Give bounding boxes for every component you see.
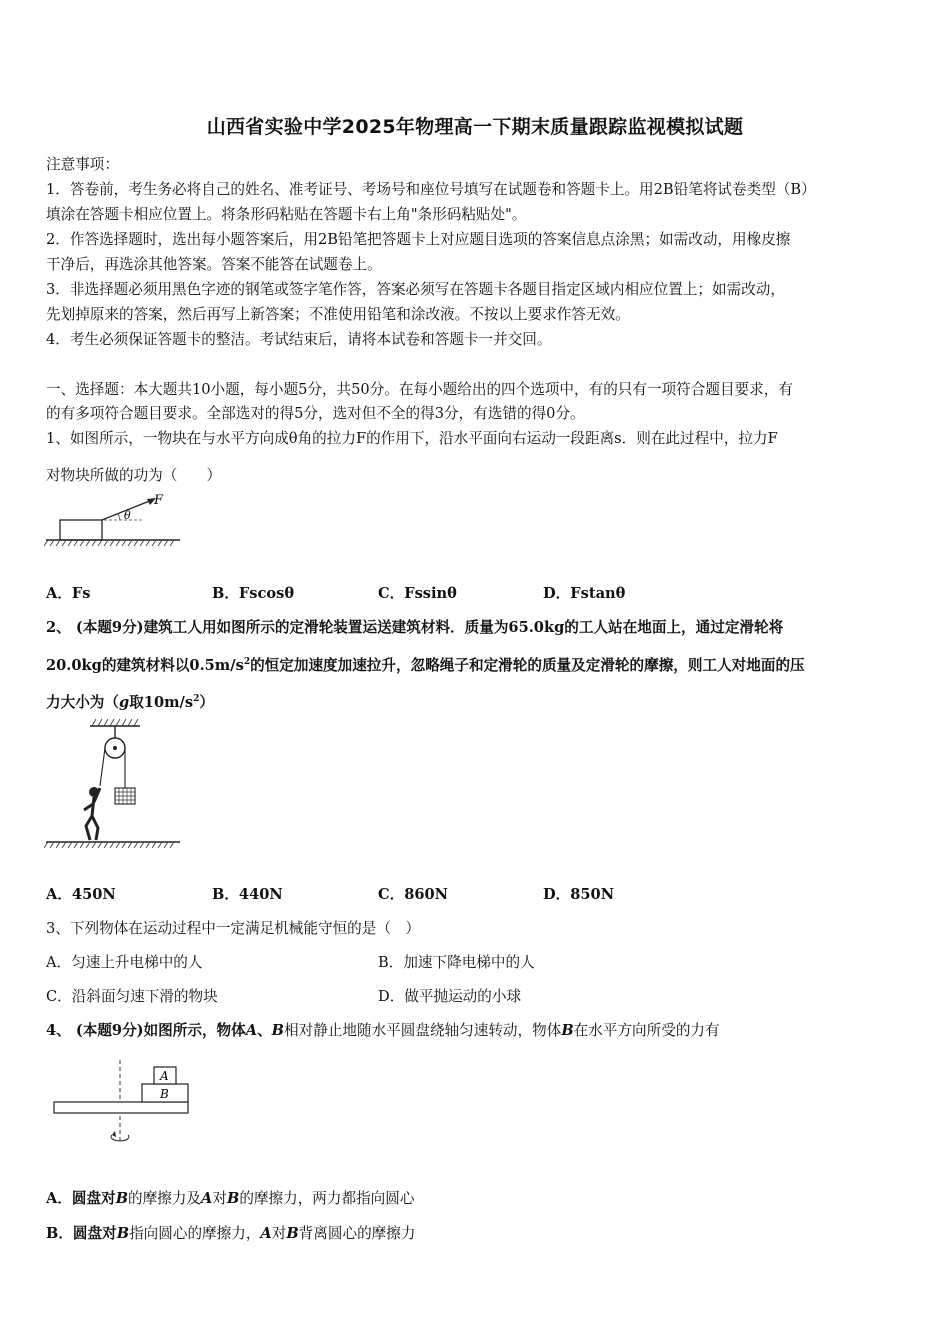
q2-option-c[interactable]: C．860N — [378, 886, 449, 903]
q1-option-d[interactable]: D．Fstanθ — [543, 585, 626, 602]
angle-label: θ — [124, 509, 131, 522]
q1-option-c[interactable]: C．Fssinθ — [378, 585, 457, 602]
page-title: 山西省实验中学2025年物理高一下期末质量跟踪监视模拟试题 — [206, 116, 744, 138]
notice-line: 干净后，再选涂其他答案。答案不能答在试题卷上。 — [46, 256, 382, 273]
notice-line: 3．非选择题必须用黑色字迹的钢笔或签字笔作答，答案必须写在答题卡各题目指定区域内相应位置上；如需改动， — [46, 281, 785, 298]
question-1-stem: 对物块所做的功为（ ） — [46, 467, 222, 484]
q2-option-d[interactable]: D．850N — [543, 886, 615, 903]
question-2-stem: 20.0kg的建筑材料以$0.5m/s^2$的恒定加速度加速拉升，忽略绳子和定滑轮的质量及定滑轮的摩擦，则工人对地面的压 — [46, 657, 805, 674]
question-3-stem: 3、下列物体在运动过程中一定满足机械能守恒的是（ ） — [46, 920, 421, 937]
q4-option-a[interactable]: A．圆盘对B的摩擦力及A对B的摩擦力，两力都指向圆心 — [46, 1190, 415, 1207]
disk-blocks-figure — [50, 1058, 194, 1150]
question-2-stem: 2、 (本题9分)建筑工人用如图所示的定滑轮装置运送建筑材料．质量为65.0kg的工人站在地面上，通过定滑轮将 — [46, 619, 784, 636]
notice-line: 填涂在答题卡相应位置上。将条形码粘贴在答题卡右上角"条形码粘贴处"。 — [46, 206, 527, 223]
notice-heading: 注意事项： — [46, 156, 119, 173]
q1-option-b[interactable]: B．Fscosθ — [212, 585, 295, 602]
q3-option-b[interactable]: B．加速下降电梯中的人 — [378, 954, 535, 971]
q3-option-c[interactable]: C．沿斜面匀速下滑的物块 — [46, 988, 218, 1005]
section-intro: 一、选择题：本大题共10小题，每小题5分，共50分。在每小题给出的四个选项中，有的只有一项符合题目要求，有 — [46, 381, 793, 398]
notice-line: 1．答卷前，考生务必将自己的姓名、准考证号、考场号和座位号填写在试题卷和答题卡上。用2B铅笔将试卷类型（B） — [46, 181, 816, 198]
q3-option-a[interactable]: A．匀速上升电梯中的人 — [46, 954, 203, 971]
q1-option-a[interactable]: A．Fs — [46, 585, 91, 602]
block-b-label: B — [160, 1087, 169, 1101]
notice-line: 4．考生必须保证答题卡的整洁。考试结束后，请将本试卷和答题卡一并交回。 — [46, 331, 552, 348]
block-force-figure — [44, 488, 184, 550]
block-a-label: A — [160, 1069, 169, 1083]
question-1-stem: 1、如图所示，一物块在与水平方向成θ角的拉力F的作用下，沿水平面向右运动一段距离s．则在此过程中，拉力F — [46, 430, 778, 447]
pulley-figure — [44, 716, 184, 852]
force-label: F — [154, 493, 164, 508]
q2-option-a[interactable]: A．450N — [46, 886, 116, 903]
q2-option-b[interactable]: B．440N — [212, 886, 283, 903]
notice-line: 先划掉原来的答案，然后再写上新答案；不准使用铅笔和涂改液。不按以上要求作答无效。 — [46, 306, 630, 323]
q3-option-d[interactable]: D．做平抛运动的小球 — [378, 988, 522, 1005]
q4-option-b[interactable]: B．圆盘对B指向圆心的摩擦力，A对B背离圆心的摩擦力 — [46, 1225, 416, 1242]
notice-line: 2．作答选择题时，选出每小题答案后，用2B铅笔把答题卡上对应题目选项的答案信息点涂黑；如需改动，用橡皮擦 — [46, 231, 791, 248]
question-4-stem: 4、 (本题9分)如图所示，物体A、B相对静止地随水平圆盘绕轴匀速转动，物体B在水平方向所受的力有 — [46, 1022, 720, 1039]
section-intro: 的有多项符合题目要求。全部选对的得5分，选对但不全的得3分，有选错的得0分。 — [46, 405, 585, 422]
question-2-stem: 力大小为（g取$10m/s^2$） — [46, 694, 214, 711]
